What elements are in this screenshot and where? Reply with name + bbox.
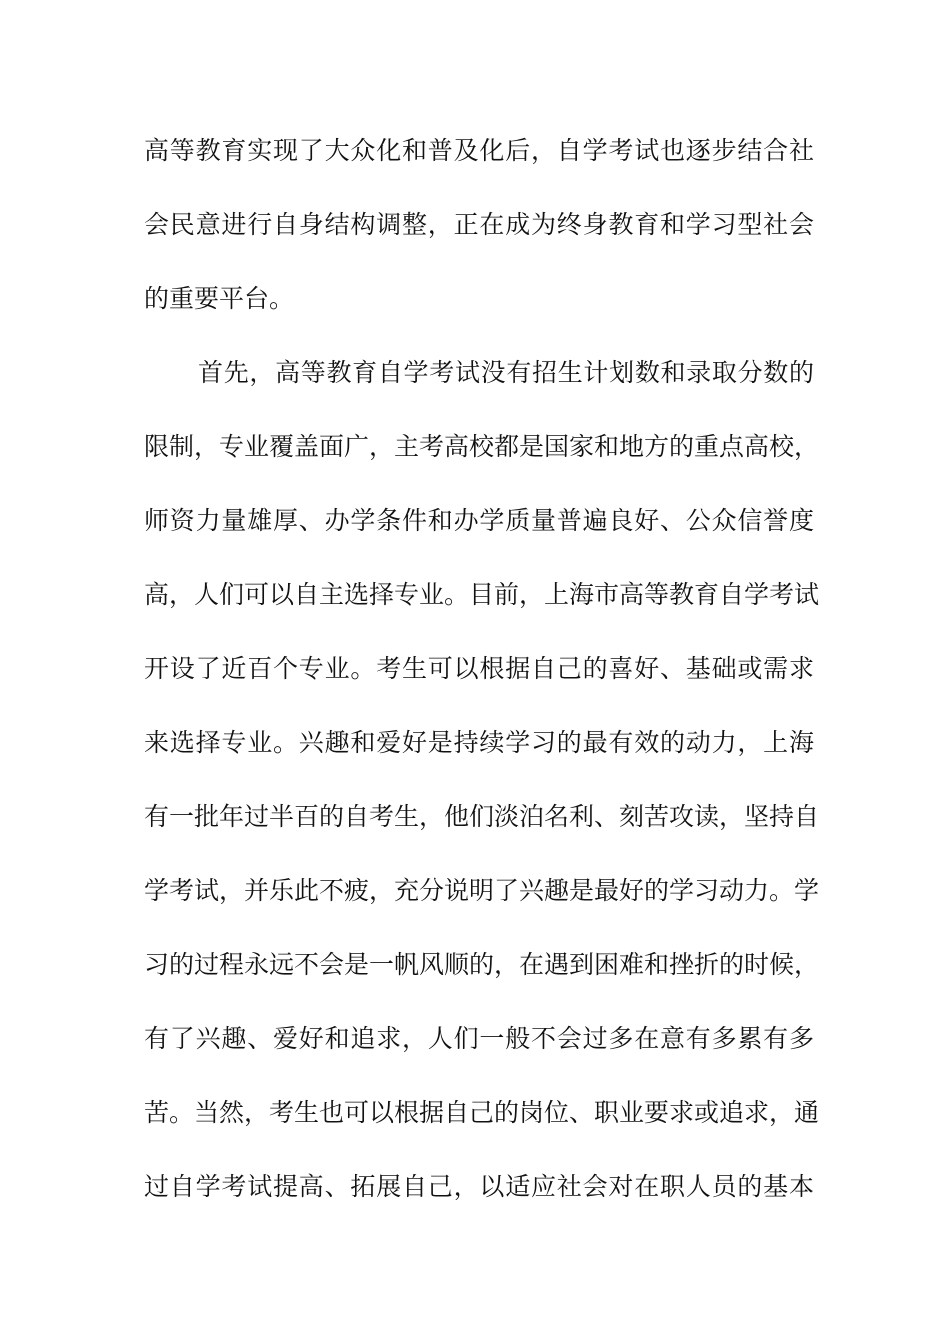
text-line: 开设了近百个专业。考生可以根据自己的喜好、基础或需求 [144,654,814,683]
text-line: 有了兴趣、爱好和追求，人们一般不会过多在意有多累有多 [144,1024,814,1053]
text-line: 师资力量雄厚、办学条件和办学质量普遍良好、公众信誉度 [144,506,814,535]
text-line: 苦。当然，考生也可以根据自己的岗位、职业要求或追求，通 [144,1098,820,1127]
text-line: 有一批年过半百的自考生，他们淡泊名利、刻苦攻读，坚持自 [144,802,820,831]
text-line: 学考试，并乐此不疲，充分说明了兴趣是最好的学习动力。学 [144,876,820,905]
text-line: 高，人们可以自主选择专业。目前，上海市高等教育自学考试 [144,580,820,609]
text-line: 习的过程永远不会是一帆风顺的，在遇到困难和挫折的时候， [144,950,820,979]
text-line: 高等教育实现了大众化和普及化后，自学考试也逐步结合社 [144,136,814,165]
text-line: 会民意进行自身结构调整，正在成为终身教育和学习型社会 [144,210,814,239]
text-line: 过自学考试提高、拓展自己，以适应社会对在职人员的基本 [144,1172,814,1201]
text-line: 的重要平台。 [144,284,295,313]
text-line: 来选择专业。兴趣和爱好是持续学习的最有效的动力，上海 [144,728,814,757]
paragraph-first-line: 首先，高等教育自学考试没有招生计划数和录取分数的 [198,358,814,387]
text-line: 限制，专业覆盖面广，主考高校都是国家和地方的重点高校， [144,432,820,461]
body-text [144,128,820,1238]
